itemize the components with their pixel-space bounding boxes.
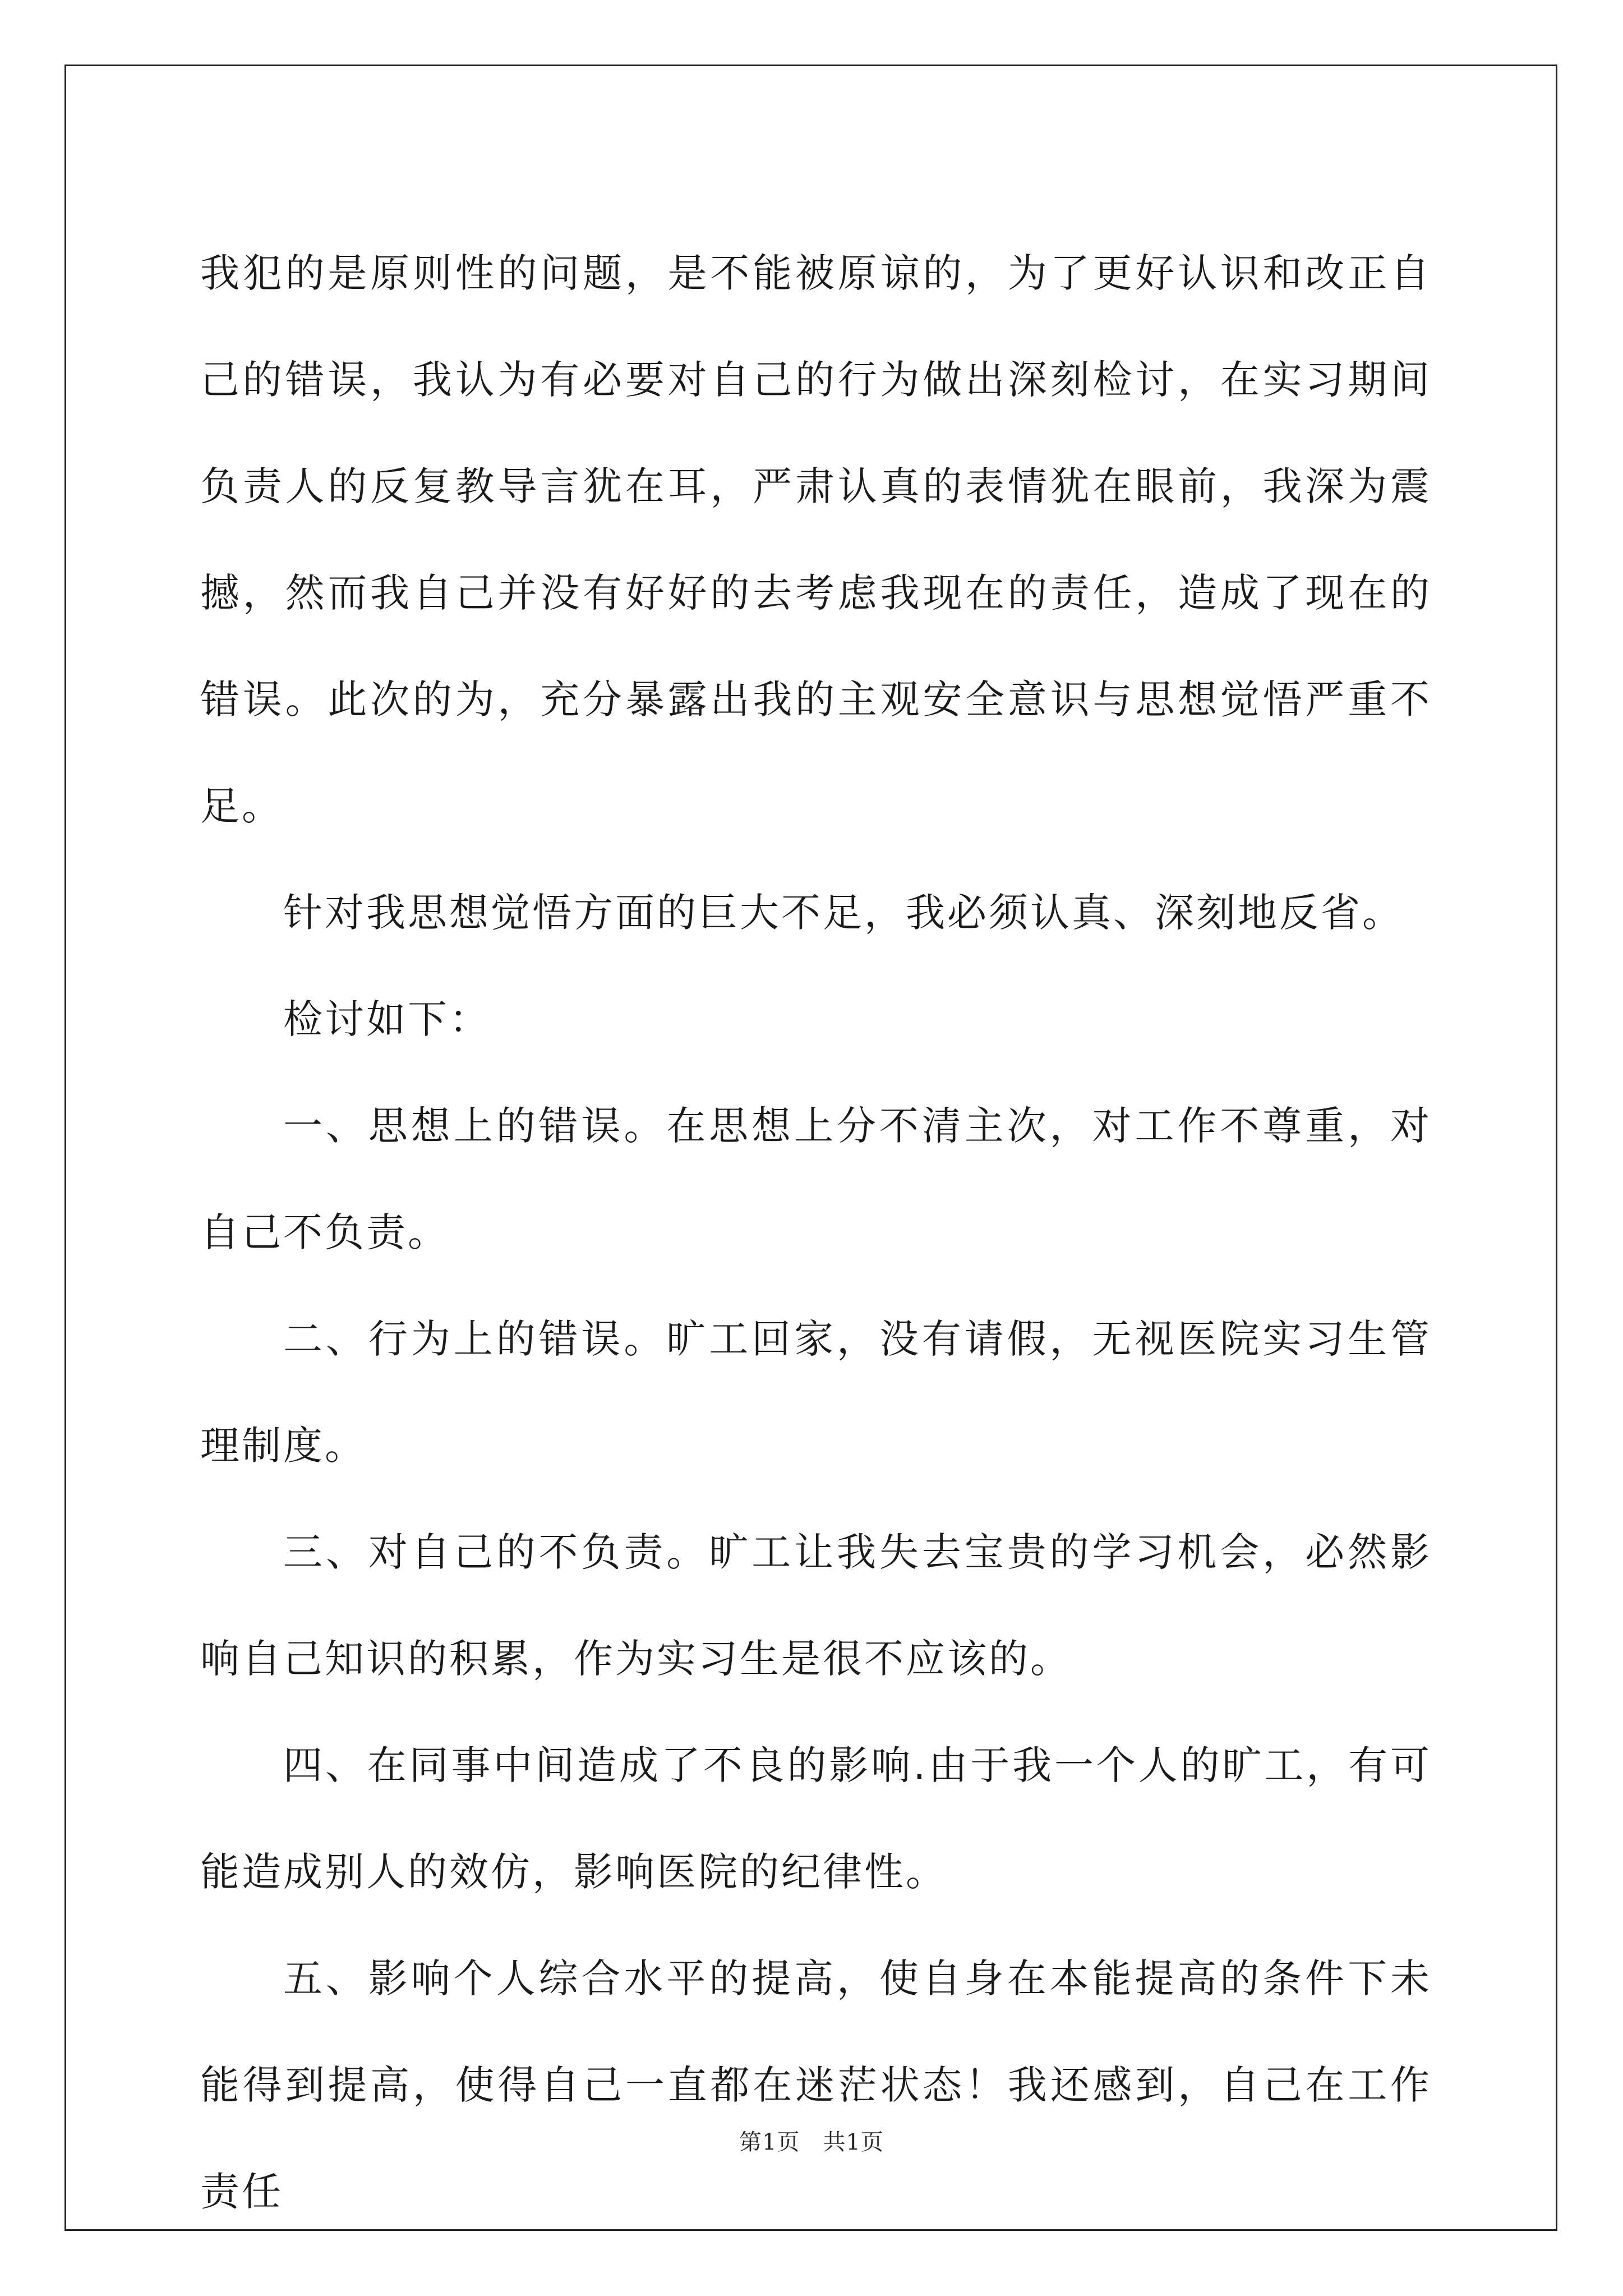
paragraph-8: 五、影响个人综合水平的提高，使自身在本能提高的条件下未能得到提高，使得自己一直都在迷茫状态！我还感到，自己在工作责任: [200, 1955, 1432, 2215]
paragraph-1: 我犯的是原则性的问题，是不能被原谅的，为了更好认识和改正自己的错误，我认为有必要对自己的行为做出深刻检讨，在实习期间负责人的反复教导言犹在耳，严肃认真的表情犹在眼前，我深为震撼，然而我自己并没有好好的去考虑我现在的责任，造成了现在的错误。此次的为，充分暴露出我的主观安全意识与思想觉悟严重不足。: [200, 250, 1432, 829]
paragraph-5: 二、行为上的错误。旷工回家，没有请假，无视医院实习生管理制度。: [200, 1316, 1432, 1469]
page-footer: 第1页 共1页: [739, 2129, 884, 2155]
document-body: [200, 220, 1432, 2245]
paragraph-4: 一、思想上的错误。在思想上分不清主次，对工作不尊重，对自己不负责。: [200, 1103, 1432, 1255]
paragraph-2: 针对我思想觉悟方面的巨大不足，我必须认真、深刻地反省。: [283, 890, 1404, 936]
paragraph-6: 三、对自己的不负责。旷工让我失去宝贵的学习机会，必然影响自己知识的积累，作为实习生是很不应该的。: [200, 1529, 1432, 1682]
paragraph-3: 检讨如下：: [283, 996, 491, 1042]
paragraph-7: 四、在同事中间造成了不良的影响.由于我一个人的旷工，有可能造成别人的效仿，影响医院的纪律性。: [200, 1742, 1432, 1895]
